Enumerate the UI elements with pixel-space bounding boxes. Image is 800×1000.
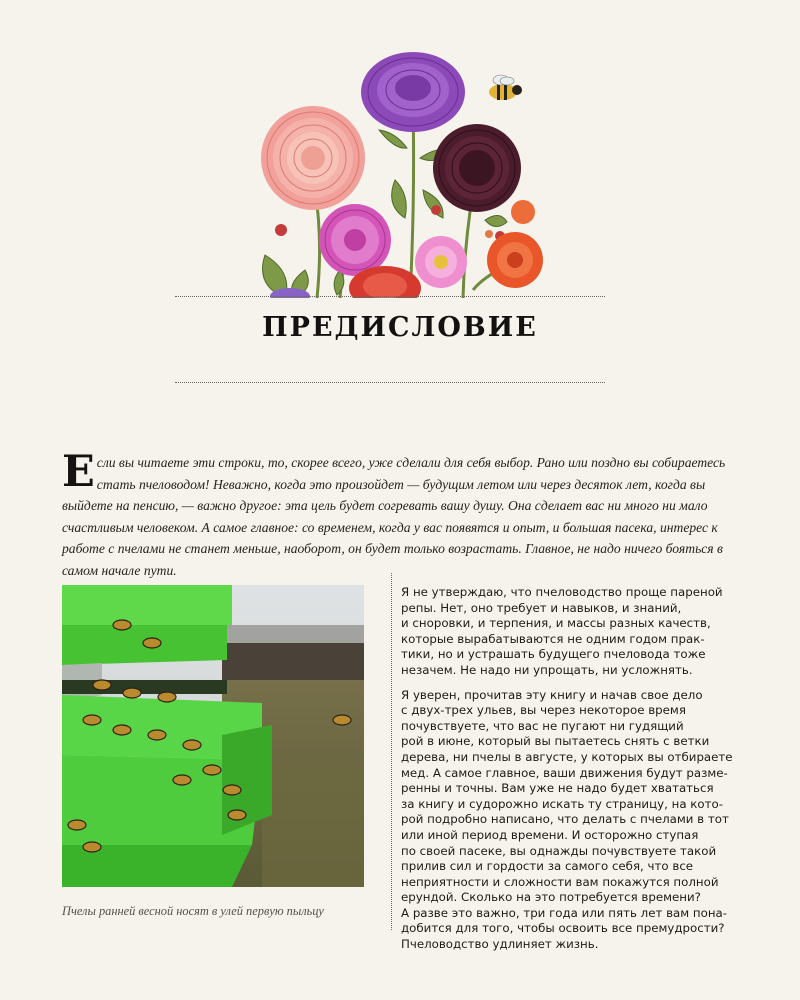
text-line: по своей пасеке, вы однажды почувствуете такой — [401, 843, 717, 858]
text-line: тики, но и устрашать будущего пчеловода тоже — [401, 647, 706, 662]
text-line: ренны и точны. Вам уже не надо будет хвататься — [401, 781, 714, 796]
body-paragraph-1 — [401, 585, 733, 679]
page-title: ПРЕДИСЛОВИЕ — [262, 312, 538, 343]
text-line: репы. Нет, оно требует и навыков, и знаний, — [401, 600, 682, 615]
text-line: ерундой. Сколько на это потребуется времени? — [401, 890, 701, 905]
beehive-photo — [62, 585, 364, 887]
text-line: за книгу и судорожно искать ту страницу, на кото- — [401, 796, 723, 811]
text-line: рой подробно написано, что делать с пчелами в тот — [401, 812, 729, 827]
text-line: или иной период времени. И осторожно ступая — [401, 827, 699, 842]
intro-text: сли вы читаете эти строки, то, скорее всего, уже сделали для себя выбор. Рано или поздно вы собираетесь стать пчеловодом! Неважно, когда это произойдет — будущим летом или через десяток лет, когда вы выйдете на пенсию, — важно другое: эта цель будет согревать вашу душу. Она сделает вас ни много ни мало счастливым человеком. А самое главное: со временем, когда у вас появятся и опыт, и большая пасека, интерес к работе с пчелами не станет меньше, наоборот, он будет только возрастать. Главное, не надо ничего бояться в самом начале пути. — [62, 455, 726, 578]
text-line: рой в июне, который вы пытаетесь снять с ветки — [401, 734, 710, 749]
text-line: мед. А самое главное, ваши движения будут разме- — [401, 765, 728, 780]
flower-illustration — [245, 40, 575, 298]
text-line: А разве это важно, три года или пять лет вам пона- — [401, 905, 728, 920]
photo-caption: Пчелы ранней весной носят в улей первую пыльцу — [62, 904, 324, 918]
text-line: Я уверен, прочитав эту книгу и начав свое дело — [401, 687, 703, 702]
text-line: почувствуете, что вас не пугают ни гудящий — [401, 718, 684, 733]
text-line: которые вырабатываются не одним годом прак- — [401, 631, 705, 646]
column-divider — [391, 573, 392, 930]
drop-cap: Е — [62, 447, 95, 497]
text-line: Пчеловодство удлиняет жизнь. — [401, 937, 599, 952]
text-line: дерева, ни пчелы в августе, у которых вы отбираете — [401, 749, 733, 764]
body-text — [401, 585, 733, 962]
text-line: незачем. Не надо ни упрощать, ни усложнять. — [401, 662, 693, 677]
divider-bottom — [175, 382, 605, 383]
text-line: с двух-трех ульев, вы через некоторое время — [401, 703, 686, 718]
text-line: добится для того, чтобы освоить все премудрости? — [401, 921, 725, 936]
divider-top — [175, 296, 605, 297]
text-line: неприятности и сложности вам покажутся полной — [401, 874, 719, 889]
text-line: прилив сил и гордости за самого себя, что все — [401, 859, 694, 874]
text-line: и сноровки, и терпения, и массы разных качеств, — [401, 616, 711, 631]
intro-paragraph — [62, 447, 734, 582]
text-line: Я не утверждаю, что пчеловодство проще пареной — [401, 585, 723, 599]
body-paragraph-2 — [401, 688, 733, 953]
